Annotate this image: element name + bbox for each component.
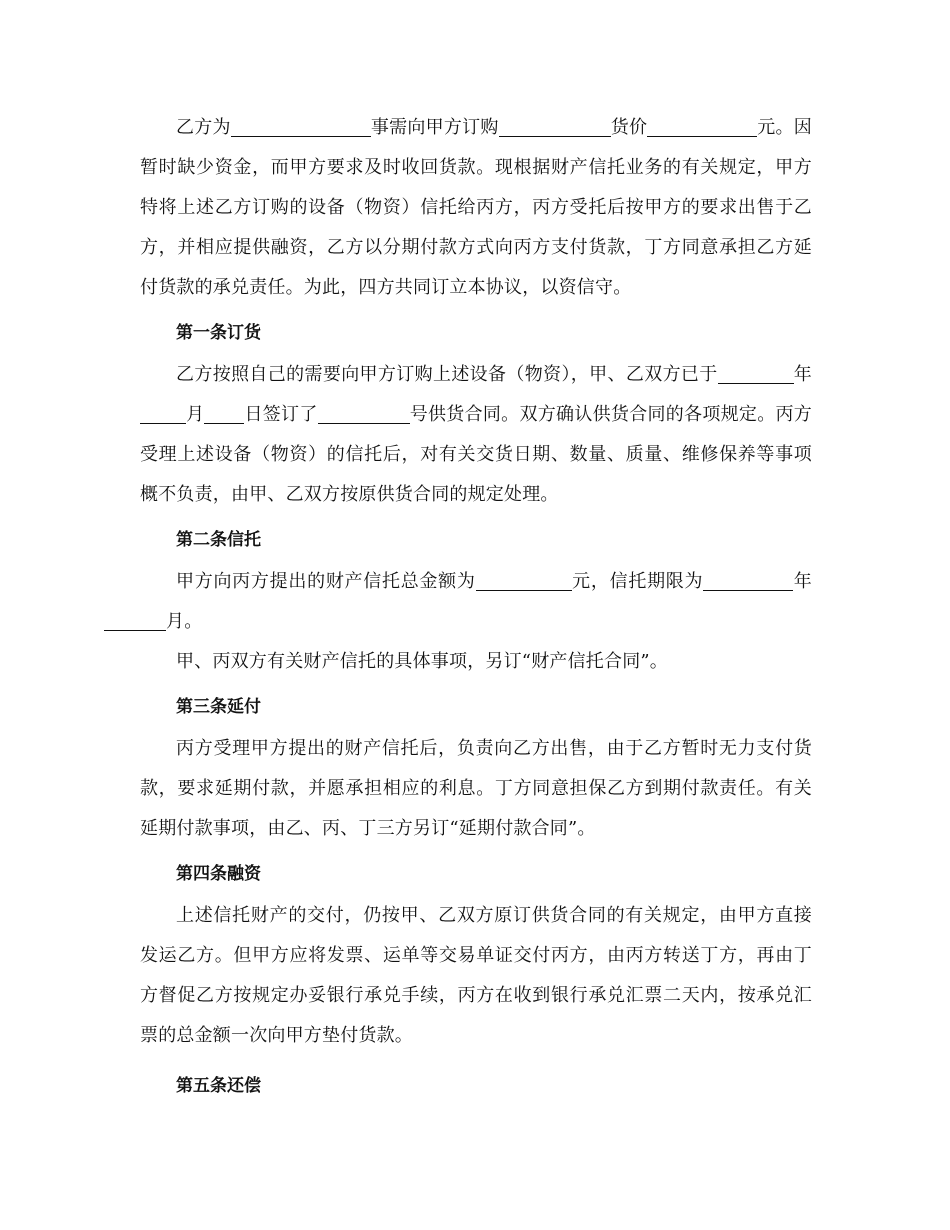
article-1-text-c: 月	[186, 404, 205, 425]
intro-text-c: 货价	[610, 117, 648, 138]
article-2-heading: 第二条信托	[176, 530, 261, 550]
document-body	[140, 108, 812, 1108]
blank-goods[interactable]	[499, 116, 611, 137]
article-3-paragraph: 丙方受理甲方提出的财产信托后，负责向乙方出售，由于乙方暂时无力支付货款，要求延期付款，并愿承担相应的利息。丁方同意担保乙方到期付款责任。有关延期付款事项，由乙、丙、丁三方另订“延期付款合同”。	[140, 738, 812, 839]
article-1-text-a: 乙方按照自己的需要向甲方订购上述设备（物资），甲、乙双方已于	[176, 364, 718, 385]
article-1-text-e: 号供货合同。双方确认供货合同的各项规定。丙方受理上述设备（物资）的信托后，对有关交货日期、数量、质量、维修保养等事项概不负责，由甲、乙双方按原供货合同的规定处理。	[140, 404, 812, 505]
article-1-heading: 第一条订货	[176, 323, 261, 343]
blank-contract-number[interactable]	[318, 403, 410, 424]
article-3-heading: 第三条延付	[176, 697, 261, 717]
article-4-paragraph: 上述信托财产的交付，仍按甲、乙双方原订供货合同的有关规定，由甲方直接发运乙方。但甲方应将发票、运单等交易单证交付丙方，由丙方转送丁方，再由丁方督促乙方按规定办妥银行承兑手续，丙方在收到银行承兑汇票二天内，按承兑汇票的总金额一次向甲方垫付货款。	[140, 905, 812, 1046]
article-1-text-d: 日签订了	[244, 404, 318, 425]
blank-sign-month[interactable]	[140, 403, 186, 424]
blank-sign-year[interactable]	[718, 363, 794, 384]
article-2-text-d: 月。	[166, 611, 203, 632]
blank-purpose[interactable]	[231, 116, 371, 137]
intro-text-d: 元。	[757, 117, 794, 138]
intro-text-e: 因暂时缺少资金，而甲方要求及时收回货款。现根据财产信托业务的有关规定，甲方特将上述乙方订购的设备（物资）信托给丙方，丙方受托后按甲方的要求出售于乙方，并相应提供融资，乙方以分期付款方式向丙方支付货款，丁方同意承担乙方延付货款的承兑责任。为此，四方共同订立本协议，以资信守。	[140, 117, 812, 298]
intro-text-b: 事需向甲方订购	[370, 117, 499, 138]
article-1-text-b: 年	[793, 364, 812, 385]
blank-trust-years[interactable]	[703, 570, 793, 591]
blank-trust-amount[interactable]	[476, 570, 572, 591]
article-2-text-a: 甲方向丙方提出的财产信托总金额为	[176, 571, 476, 592]
intro-text-a: 乙方为	[176, 117, 231, 138]
blank-trust-months[interactable]	[104, 610, 166, 631]
article-5-heading: 第五条还偿	[176, 1076, 261, 1096]
article-2-text-c: 年	[793, 571, 812, 592]
article-4-heading: 第四条融资	[176, 864, 261, 884]
intro-paragraph	[140, 108, 812, 308]
article-2-text-b: 元，信托期限为	[571, 571, 704, 592]
blank-sign-day[interactable]	[204, 403, 244, 424]
article-2-paragraph-1	[140, 562, 812, 642]
article-2-paragraph-2: 甲、丙双方有关财产信托的具体事项，另订“财产信托合同”。	[176, 651, 669, 672]
article-1-paragraph	[140, 355, 812, 515]
blank-price[interactable]	[647, 116, 757, 137]
